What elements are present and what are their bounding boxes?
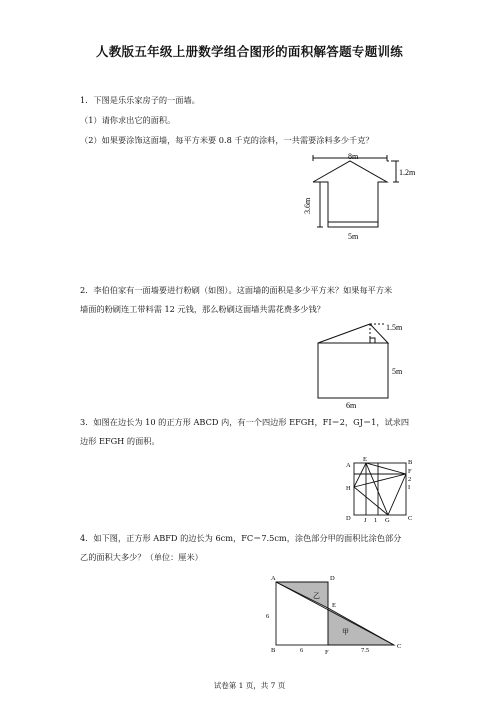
q2-triangle-height-label: 1.5m — [386, 323, 403, 332]
q1-left-label: 3.6m — [303, 197, 312, 214]
q4-line-1: 4．如下图，正方形 ABFD 的边长为 6cm，FC＝7.5cm，涂色部分甲的面积比涂色部分 — [80, 533, 402, 543]
q3-label-G: G — [385, 517, 390, 524]
q2-right-label: 5m — [392, 367, 403, 376]
q4-label-C: C — [397, 643, 402, 650]
q3-square-figure — [338, 454, 422, 526]
q3-label-1: 1 — [374, 517, 378, 524]
q3-label-H: H — [346, 485, 351, 492]
q3-label-2: 2 — [408, 476, 412, 483]
q4-bottom-label-1: 6 — [300, 647, 304, 654]
q1-line-3: （2）如果要涂饰这面墙，每平方米要 0.8 千克的涂料，一共需要涂料多少千克？ — [80, 135, 374, 145]
q4-label-A: A — [271, 575, 276, 582]
q1-top-label: 8m — [348, 152, 359, 161]
q1-line-2: （1）请你求出它的面积。 — [80, 115, 176, 125]
q3-label-A: A — [346, 462, 351, 469]
q3-label-J: J — [364, 517, 367, 524]
q4-left-label: 6 — [266, 613, 270, 620]
q2-wall-figure — [308, 318, 413, 410]
q4-label-E: E — [332, 602, 336, 609]
q3-label-E: E — [363, 456, 367, 463]
q4-line-2: 乙的面积大多少？（单位：厘米） — [80, 552, 203, 562]
q4-bottom-label-2: 7.5 — [361, 647, 370, 654]
q3-line-2: 边形 EFGH 的面积。 — [80, 436, 160, 446]
q4-square-triangle-figure — [258, 570, 410, 658]
page-title: 人教版五年级上册数学组合图形的面积解答题专题训练 — [95, 44, 404, 59]
page-footer: 试卷第 1 页，共 7 页 — [213, 681, 286, 690]
q3-label-I: I — [408, 484, 411, 491]
q3-line-1: 3．如图在边长为 10 的正方形 ABCD 内，有一个四边形 EFGH，FI＝2，GJ＝1，试求四 — [80, 417, 410, 427]
q3-label-B: B — [408, 459, 413, 466]
q3-label-D: D — [346, 515, 351, 522]
q1-house-wall-figure — [296, 152, 416, 244]
q1-line-1: 1．下图是乐乐家房子的一面墙。 — [80, 95, 200, 105]
q1-right-label: 1.2m — [399, 168, 416, 177]
q2-line-1: 2．李伯伯家有一面墙要进行粉刷（如图）。这面墙的面积是多少平方米？如果每平方米 — [80, 285, 393, 295]
q4-label-D: D — [330, 575, 335, 582]
q2-bottom-label: 6m — [346, 401, 357, 410]
q3-label-C: C — [408, 515, 413, 522]
q2-line-2: 墙面的粉刷连工带料需 12 元钱，那么粉刷这面墙共需花费多少钱？ — [80, 304, 325, 314]
q4-label-yi: 乙 — [313, 592, 320, 600]
q3-label-F: F — [408, 468, 412, 475]
q4-label-F: F — [325, 649, 329, 656]
q1-bottom-label: 5m — [348, 232, 359, 241]
q4-label-jia: 甲 — [342, 628, 349, 636]
q4-label-B: B — [271, 647, 276, 654]
